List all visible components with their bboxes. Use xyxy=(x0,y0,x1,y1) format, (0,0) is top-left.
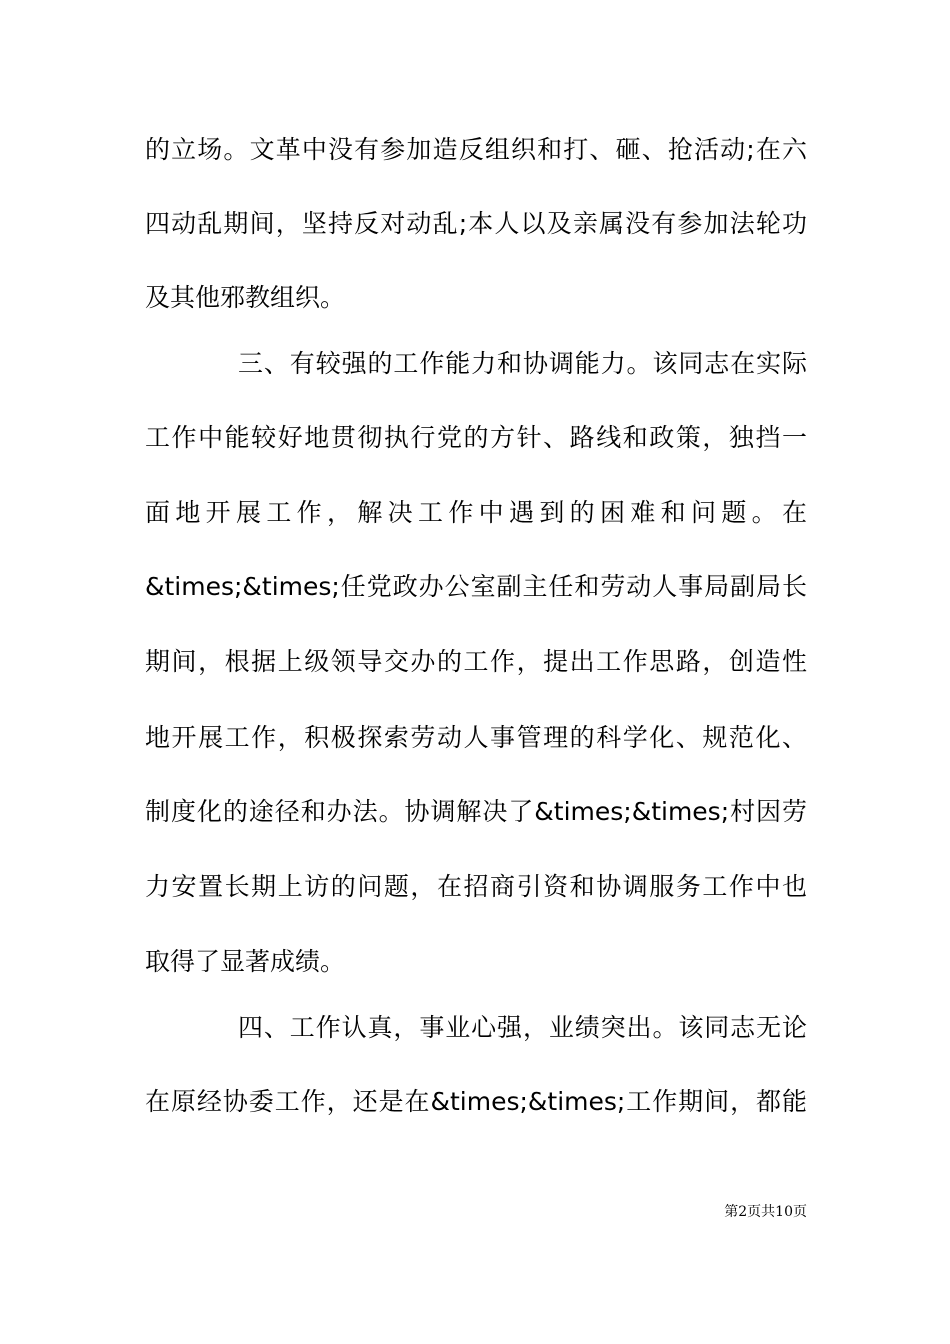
body-text-line: 工作中能较好地贯彻执行党的方针、路线和政策，独挡一 xyxy=(145,423,807,452)
body-text-line: 及其他邪教组织。 xyxy=(145,283,346,312)
body-text-line: 四动乱期间，坚持反对动乱;本人以及亲属没有参加法轮功 xyxy=(145,209,807,238)
body-text-line: 面地开展工作，解决工作中遇到的困难和问题。在 xyxy=(145,498,807,527)
paragraph-first-line: 四、工作认真，事业心强，业绩突出。该同志无论 xyxy=(238,1013,807,1042)
paragraph-first-line: 三、有较强的工作能力和协调能力。该同志在实际 xyxy=(238,349,807,378)
body-text-line: 的立场。文革中没有参加造反组织和打、砸、抢活动;在六 xyxy=(145,135,807,164)
body-text-line: 在原经协委工作，还是在&times;&times;工作期间，都能 xyxy=(145,1087,807,1116)
body-text-line: 期间，根据上级领导交办的工作，提出工作思路，创造性 xyxy=(145,647,807,676)
body-text-line: 制度化的途径和办法。协调解决了&times;&times;村因劳 xyxy=(145,797,807,826)
body-text-line: &times;&times;任党政办公室副主任和劳动人事局副局长 xyxy=(145,572,807,601)
body-text-line: 地开展工作，积极探索劳动人事管理的科学化、规范化、 xyxy=(145,723,807,752)
page-number-footer: 第2页共10页 xyxy=(724,1204,807,1220)
body-text-line: 取得了显著成绩。 xyxy=(145,947,346,976)
body-text-line: 力安置长期上访的问题，在招商引资和协调服务工作中也 xyxy=(145,872,807,901)
